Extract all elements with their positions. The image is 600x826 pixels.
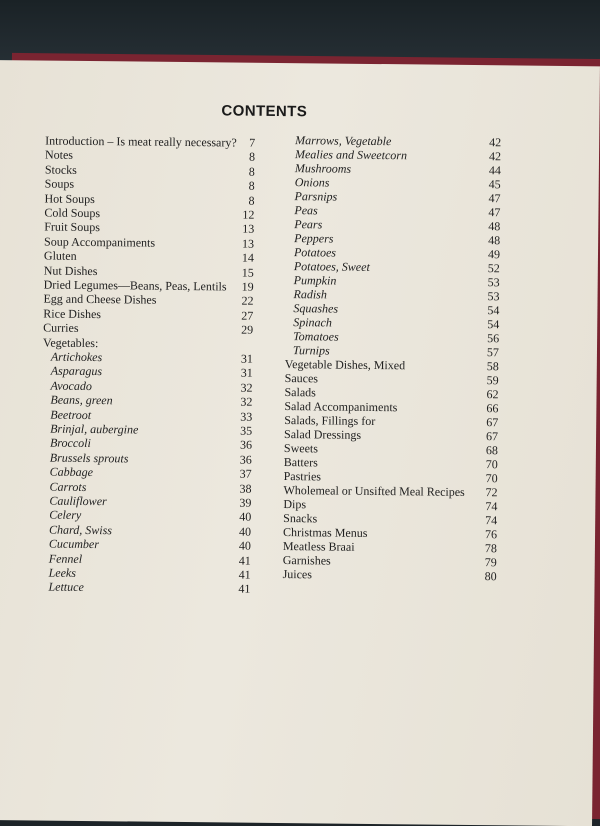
toc-entry-label: Rice Dishes (43, 306, 102, 321)
toc-entry-label: Beetroot (50, 407, 92, 422)
toc-entry-page: 45 (488, 177, 501, 192)
page-title: CONTENTS (221, 102, 308, 121)
toc-entry (40, 580, 250, 596)
toc-entry-page: 8 (248, 193, 255, 208)
toc-entry-label: Dried Legumes—Beans, Peas, Lentils (43, 277, 227, 294)
toc-entry-label: Christmas Menus (282, 525, 368, 540)
toc-entry-label: Pastries (283, 469, 322, 484)
toc-entry-page: 36 (239, 452, 252, 467)
toc-entry-label: Carrots (49, 479, 87, 494)
toc-entry-page: 62 (486, 387, 499, 402)
toc-entry-label: Salad Dressings (284, 427, 362, 442)
toc-entry-page: 53 (487, 289, 500, 304)
toc-entry-label: Sweets (283, 441, 319, 456)
toc-entry-label: Onions (294, 175, 330, 190)
toc-entry-label: Soup Accompaniments (44, 234, 156, 250)
toc-entry-page: 54 (487, 303, 500, 318)
toc-entry-page: 31 (240, 351, 253, 366)
toc-entry-label: Cabbage (49, 464, 94, 480)
toc-entry-page: 32 (240, 394, 253, 409)
toc-entry-page: 78 (484, 541, 497, 556)
toc-entry-label: Garnishes (282, 553, 331, 568)
toc-entry-page: 66 (486, 401, 499, 416)
toc-entry-page: 59 (486, 373, 499, 388)
toc-entry-page: 70 (485, 457, 498, 472)
toc-entry-page: 72 (485, 485, 498, 500)
toc-entry-page: 57 (486, 345, 500, 360)
toc-entry-label: Curries (43, 320, 79, 336)
toc-entry-label: Nut Dishes (43, 263, 98, 278)
toc-entry-label: Artichokes (50, 349, 103, 365)
toc-entry (283, 567, 497, 583)
toc-entry-label: Turnips (292, 343, 330, 358)
toc-entry-label: Pears (294, 217, 323, 232)
toc-entry-label: Salads (284, 385, 316, 400)
toc-entry-page: 8 (248, 178, 255, 193)
toc-entry-label: Mealies and Sweetcorn (294, 147, 408, 163)
toc-entry-label: Tomatoes (293, 329, 339, 344)
toc-entry-page: 33 (240, 409, 253, 424)
toc-entry-page: 74 (485, 499, 498, 514)
toc-entry-page: 14 (241, 250, 255, 265)
toc-entry-page: 67 (486, 415, 499, 430)
toc-entry-label: Potatoes, Sweet (293, 259, 370, 274)
toc-entry-page: 13 (242, 236, 255, 251)
toc-entry-label: Squashes (293, 301, 339, 316)
toc-entry-page: 49 (487, 247, 501, 262)
toc-entry-label: Fennel (48, 551, 83, 566)
toc-entry-page: 29 (241, 322, 254, 337)
toc-entry-page: 35 (240, 423, 253, 438)
toc-entry-label: Cucumber (48, 536, 100, 552)
toc-entry-page: 27 (241, 308, 254, 323)
toc-entry-label: Stocks (44, 162, 77, 177)
toc-entry-label: Parsnips (294, 189, 338, 204)
toc-entry-page: 37 (239, 466, 252, 481)
toc-entry-label: Avocado (50, 378, 92, 393)
toc-entry-label: Radish (293, 287, 327, 302)
toc-entry-page: 38 (239, 481, 252, 496)
toc-entry-label: Batters (283, 455, 318, 470)
toc-entry-page: 41 (238, 581, 251, 597)
toc-entry-label: Celery (49, 507, 82, 523)
toc-entry-label: Peas (294, 203, 318, 218)
toc-entry-page: 13 (242, 221, 255, 237)
toc-entry-page: 68 (485, 443, 499, 458)
toc-entry-label: Broccoli (49, 435, 91, 451)
toc-entry-label: Salad Accompaniments (284, 399, 398, 415)
toc-entry-page: 48 (488, 219, 501, 234)
book-page (0, 60, 600, 826)
toc-entry-page: 40 (238, 538, 251, 553)
toc-entry-page: 36 (239, 437, 253, 453)
toc-entry-page: 58 (486, 359, 499, 374)
toc-entry-label: Wholemeal or Unsifted Meal Recipes (283, 483, 465, 499)
toc-entry-label: Egg and Cheese Dishes (43, 291, 157, 308)
toc-entry-page: 15 (241, 265, 254, 280)
toc-entry-page: 32 (240, 380, 253, 395)
toc-entry-page: 53 (487, 275, 500, 290)
toc-entry-page: 39 (239, 495, 252, 510)
toc-entry-page: 22 (241, 293, 254, 309)
toc-entry-label: Potatoes (293, 245, 337, 260)
toc-entry-label: Snacks (283, 511, 318, 526)
toc-entry-label: Asparagus (50, 364, 103, 379)
toc-entry-label: Dips (283, 497, 307, 512)
toc-entry-page: 79 (484, 555, 497, 570)
toc-entry-page: 8 (248, 164, 255, 179)
toc-entry-page: 48 (488, 233, 501, 248)
toc-entry-page: 41 (238, 553, 251, 568)
toc-entry-label: Gluten (43, 248, 77, 264)
toc-entry-page: 40 (239, 509, 252, 525)
toc-entry-page: 42 (488, 149, 502, 164)
toc-entry-page: 42 (489, 135, 502, 150)
toc-entry-label: Cold Soups (44, 205, 101, 221)
toc-entry-page: 7 (249, 135, 256, 150)
toc-entry-page: 70 (485, 471, 498, 486)
toc-entry-label: Marrows, Vegetable (295, 133, 392, 149)
toc-entry-label: Soups (44, 176, 75, 192)
toc-entry-label: Fruit Soups (44, 219, 101, 235)
toc-entry-label: Chard, Swiss (49, 522, 113, 538)
toc-entry-label: Pumpkin (293, 273, 337, 288)
toc-entry-page: 80 (484, 569, 497, 584)
toc-entry-page: 19 (241, 279, 254, 294)
toc-entry-page: 44 (488, 163, 501, 178)
toc-entry-label: Cauliflower (49, 493, 107, 509)
toc-entry-page: 8 (248, 150, 256, 165)
toc-entry-label: Vegetables: (42, 335, 99, 350)
toc-entry-label: Vegetable Dishes, Mixed (284, 357, 406, 373)
toc-entry-label: Lettuce (48, 579, 84, 595)
toc-entry-label: Peppers (294, 231, 334, 246)
toc-entry-label: Brinjal, aubergine (50, 421, 139, 437)
toc-entry-label: Introduction – Is meat really necessary? (45, 133, 237, 150)
toc-entry-page: 76 (484, 527, 498, 542)
toc-entry-label: Sauces (284, 371, 319, 386)
toc-entry-label: Hot Soups (44, 191, 95, 206)
toc-entry-page: 52 (487, 261, 500, 276)
toc-entry-label: Salads, Fillings for (284, 413, 376, 429)
toc-entry-label: Spinach (293, 315, 333, 330)
toc-entry-label: Meatless Braai (282, 539, 355, 554)
toc-entry-page: 41 (238, 567, 251, 582)
toc-entry-page: 67 (486, 429, 499, 444)
toc-entry-page: 56 (487, 331, 500, 346)
toc-entry-page: 54 (487, 317, 500, 332)
toc-entry-page: 47 (488, 191, 501, 206)
toc-entry-page: 74 (485, 513, 498, 528)
toc-entry-page: 12 (242, 207, 255, 222)
toc-entry-label: Notes (44, 147, 74, 163)
toc-entry-page: 31 (240, 365, 253, 381)
toc-entry-label: Mushrooms (294, 161, 352, 176)
toc-entry-page: 47 (488, 205, 501, 220)
toc-entry-label: Leeks (48, 565, 77, 580)
toc-entry-label: Brussels sprouts (49, 450, 129, 466)
toc-entry-page: 40 (239, 524, 252, 539)
toc-entry-label: Juices (282, 567, 313, 582)
toc-entry-label: Beans, green (50, 392, 113, 408)
